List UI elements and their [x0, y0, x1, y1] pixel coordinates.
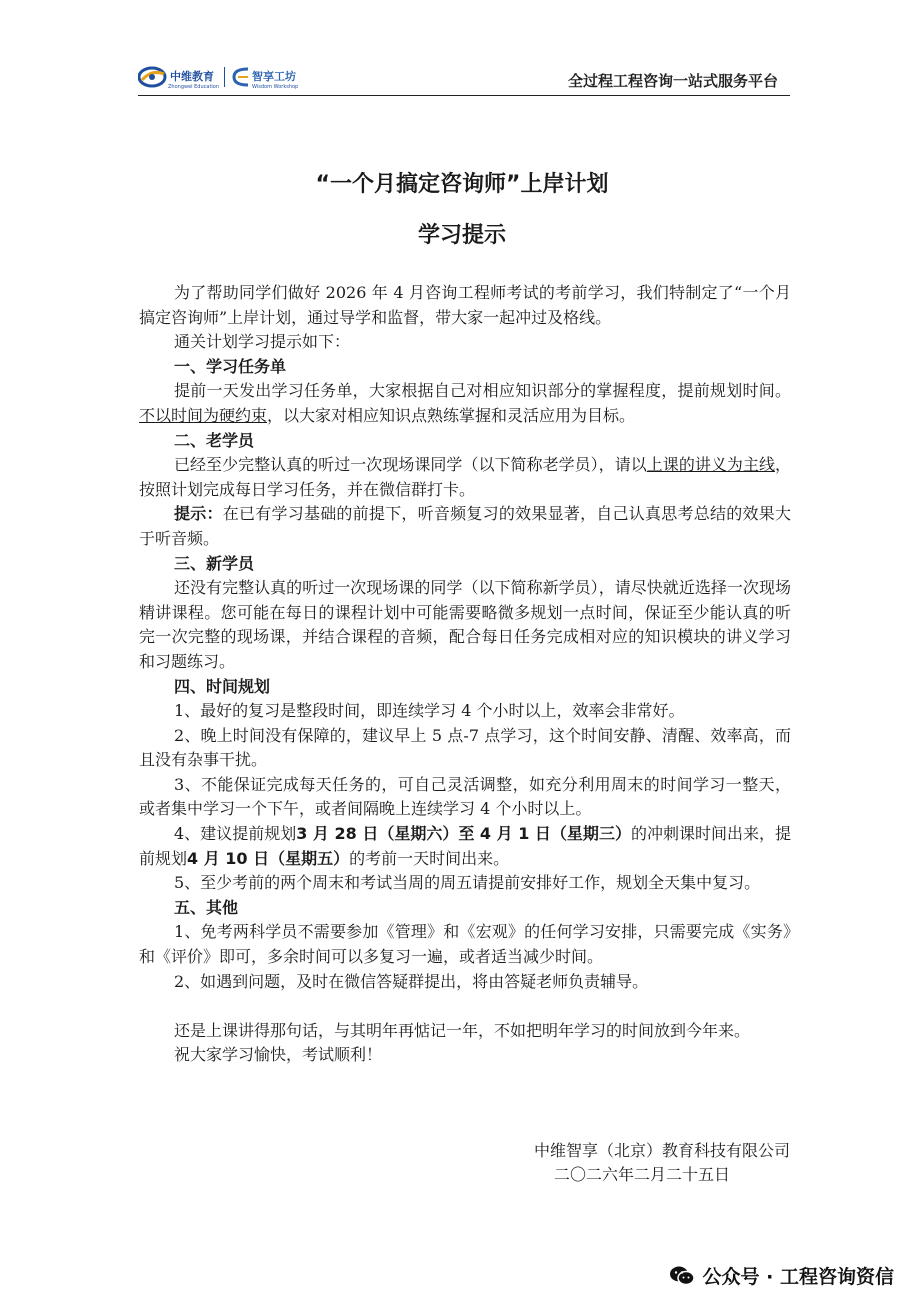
tip-paragraph: 提示：在已有学习基础的前提下，听音频复习的效果显著，自己认真思考总结的效果大于听音频。 — [139, 504, 791, 548]
list-item: 4、建议提前规划3 月 28 日（星期六）至 4 月 1 日（星期三）的冲刺课时间出来，提前规划4 月 10 日（星期五）的考前一天时间出来。 — [139, 824, 791, 868]
logo-separator — [224, 67, 225, 87]
wisdom-logo-icon — [230, 65, 252, 89]
list-item: 1、免考两科学员不需要参加《管理》和《宏观》的任何学习安排，只需要完成《实务》和《评价》即可，多余时间可以多复习一遍，或者适当减少时间。 — [139, 922, 791, 967]
document-title: “一个月搞定咨询师”上岸计划 — [315, 172, 609, 197]
page-header — [138, 58, 790, 94]
list-item: 3、不能保证完成每天任务的，可自己灵活调整，如充分利用周末的时间学习一整天，或者集中学习一个下午，或者间隔晚上连续学习 4 个小时以上。 — [139, 774, 791, 819]
signature-date: 二〇二六年二月二十五日 — [553, 1165, 730, 1184]
intro-paragraph-2: 通关计划学习提示如下： — [174, 332, 351, 352]
logo-text-zhongwei: 中维教育 — [170, 69, 214, 83]
logo-subtext-zhongwei: Zhongwei Education — [168, 83, 220, 90]
section-heading-3: 三、新学员 — [174, 553, 255, 573]
document-body — [139, 281, 791, 1068]
company-logo — [138, 62, 298, 92]
wechat-watermark — [669, 1262, 894, 1289]
tip-label: 提示： — [174, 504, 223, 524]
list-item: 1、最好的复习是整段时间，即连续学习 4 个小时以上，效率会非常好。 — [174, 701, 685, 721]
bold-date-range: 3 月 28 日（星期六）至 4 月 1 日（星期三） — [296, 824, 631, 844]
section-heading-4: 四、时间规划 — [174, 676, 271, 696]
bold-date: 4 月 10 日（星期五） — [187, 848, 350, 868]
document-subtitle: 学习提示 — [417, 223, 506, 248]
section-heading-1: 一、学习任务单 — [174, 356, 287, 376]
closing-paragraph: 还是上课讲得那句话，与其明年再惦记一年，不如把明年学习的时间放到今年来。 — [174, 1020, 751, 1040]
watermark-text: 公众号 · 工程咨询资信 — [702, 1266, 894, 1288]
section-3-paragraph: 还没有完整认真的听过一次现场课的同学（以下简称新学员），请尽快就近选择一次现场精讲课程。您可能在每日的课程计划中可能需要略微多规划一点时间，保证至少能认真的听完一次完整的现场课，并结合课程的音频，配合每日任务完成相对应的知识模块的讲义学习和习题练习。 — [139, 578, 791, 671]
section-1-paragraph: 提前一天发出学习任务单，大家根据自己对相应知识部分的掌握程度，提前规划时间。不以时间为硬约束，以大家对相应知识点熟练掌握和灵活应用为目标。 — [139, 381, 791, 425]
logo-subtext-wisdom: Wisdom Workshop — [252, 83, 299, 90]
logo-text-wisdom: 智享工坊 — [252, 69, 297, 83]
section-2-paragraph: 已经至少完整认真的听过一次现场课同学（以下简称老学员），请以上课的讲义为主线，按照计划完成每日学习任务，并在微信群打卡。 — [139, 455, 791, 499]
platform-slogan: 全过程工程咨询一站式服务平台 — [567, 72, 778, 90]
signature-company: 中维智享（北京）教育科技有限公司 — [533, 1141, 790, 1160]
underlined-text: 上课的讲义为主线 — [646, 455, 775, 475]
list-item: 2、如遇到问题，及时在微信答疑群提出，将由答疑老师负责辅导。 — [174, 971, 649, 991]
closing-wish: 祝大家学习愉快，考试顺利！ — [174, 1045, 383, 1065]
zhongwei-logo-icon — [138, 65, 168, 89]
list-item: 2、晚上时间没有保障的，建议早上 5 点-7 点学习，这个时间安静、清醒、效率高，而且没有杂事干扰。 — [139, 725, 791, 770]
section-heading-2: 二、老学员 — [174, 430, 255, 450]
section-heading-5: 五、其他 — [174, 897, 239, 917]
header-divider — [138, 95, 790, 96]
underlined-text: 不以时间为硬约束 — [139, 405, 268, 425]
intro-paragraph: 为了帮助同学们做好 2026 年 4 月咨询工程师考试的考前学习，我们特制定了“一个月搞定咨询师”上岸计划，通过导学和监督，带大家一起冲过及格线。 — [139, 283, 791, 327]
list-item: 5、至少考前的两个周末和考试当周的周五请提前安排好工作，规划全天集中复习。 — [174, 873, 761, 893]
wechat-icon — [669, 1265, 695, 1287]
